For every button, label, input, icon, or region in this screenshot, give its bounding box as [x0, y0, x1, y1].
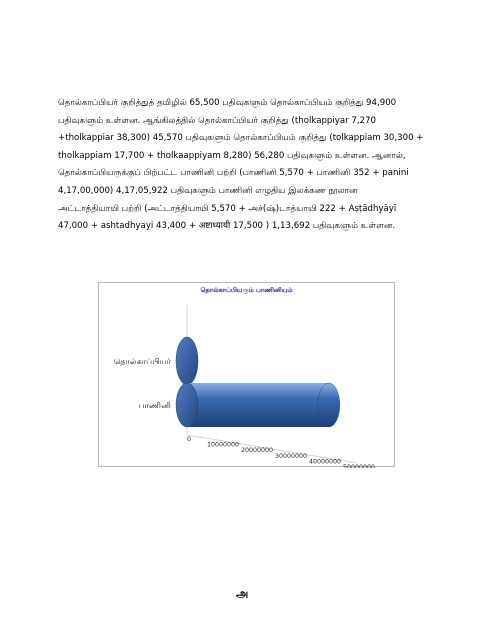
x-tick-label: 30000000	[274, 452, 308, 460]
category-label: பாணினி	[138, 400, 171, 410]
bar-1-body	[187, 383, 329, 427]
paragraph-line: அட்டாத்தியாயி பற்றி (அட்டாத்தியாயி 5,570 + அச்(ஷ்)டாத்யாயி 222 + Aṣṭādhyāyī	[58, 203, 397, 214]
paragraph-line: 47,000 + ashtadhyayi 43,400 + अष्टाध्यायी 17,500 ) 1,13,692 பதிவுகளும் உள்ளன.	[58, 221, 396, 232]
paragraph-line: +tholkappiar 38,300) 45,570 பதிவுகளும் தொல்காப்பியம் குறித்து (tolkappiam 30,300 +	[58, 133, 424, 144]
x-tick-label: 40000000	[308, 458, 342, 466]
page-mark: அ	[236, 587, 249, 600]
chart-title: தொல்காப்பியரும் பாணினியும்	[200, 286, 293, 294]
paragraph-line: தொல்காப்பியர் குறித்துத் தமிழில் 65,500 பதிவுகளும் தொல்காப்பியம் குறித்து 94,900	[58, 98, 397, 108]
paragraph-line: tholkappiam 17,700 + tholkaappiyam 8,280) 56,280 பதிவுகளும் உள்ளன. ஆனால்,	[58, 150, 406, 161]
category-label: தொல்காப்பியர்	[113, 356, 171, 366]
paragraph-line: 4,17,00,000) 4,17,05,922 பதிவுகளும் பாணினி எழுதிய இலக்கண நூலான	[58, 185, 358, 196]
x-tick-label: 50000000	[342, 464, 376, 468]
paragraph-line: பதிவுகளும் உள்ளன. ஆங்கிலத்தில் தொல்காப்பியர் குறித்து (tholkappiyar 7,270	[58, 115, 376, 126]
paragraph-line: தொல்காப்பியருக்குப் பிற்பட்ட பாணினி பற்றி (பாணினி 5,570 + பாணினி 352 + panini	[58, 168, 409, 179]
body-paragraph	[58, 95, 438, 236]
chart-frame	[98, 282, 395, 467]
bar-1-start-cap	[176, 383, 198, 427]
x-tick-label: 20000000	[240, 447, 274, 455]
x-tick-label: 10000000	[206, 441, 240, 449]
bar-1-end-cap	[318, 383, 340, 427]
bar-chart	[99, 283, 396, 468]
bar-0-start-cap	[176, 337, 198, 385]
x-tick-label: 0	[186, 436, 192, 443]
